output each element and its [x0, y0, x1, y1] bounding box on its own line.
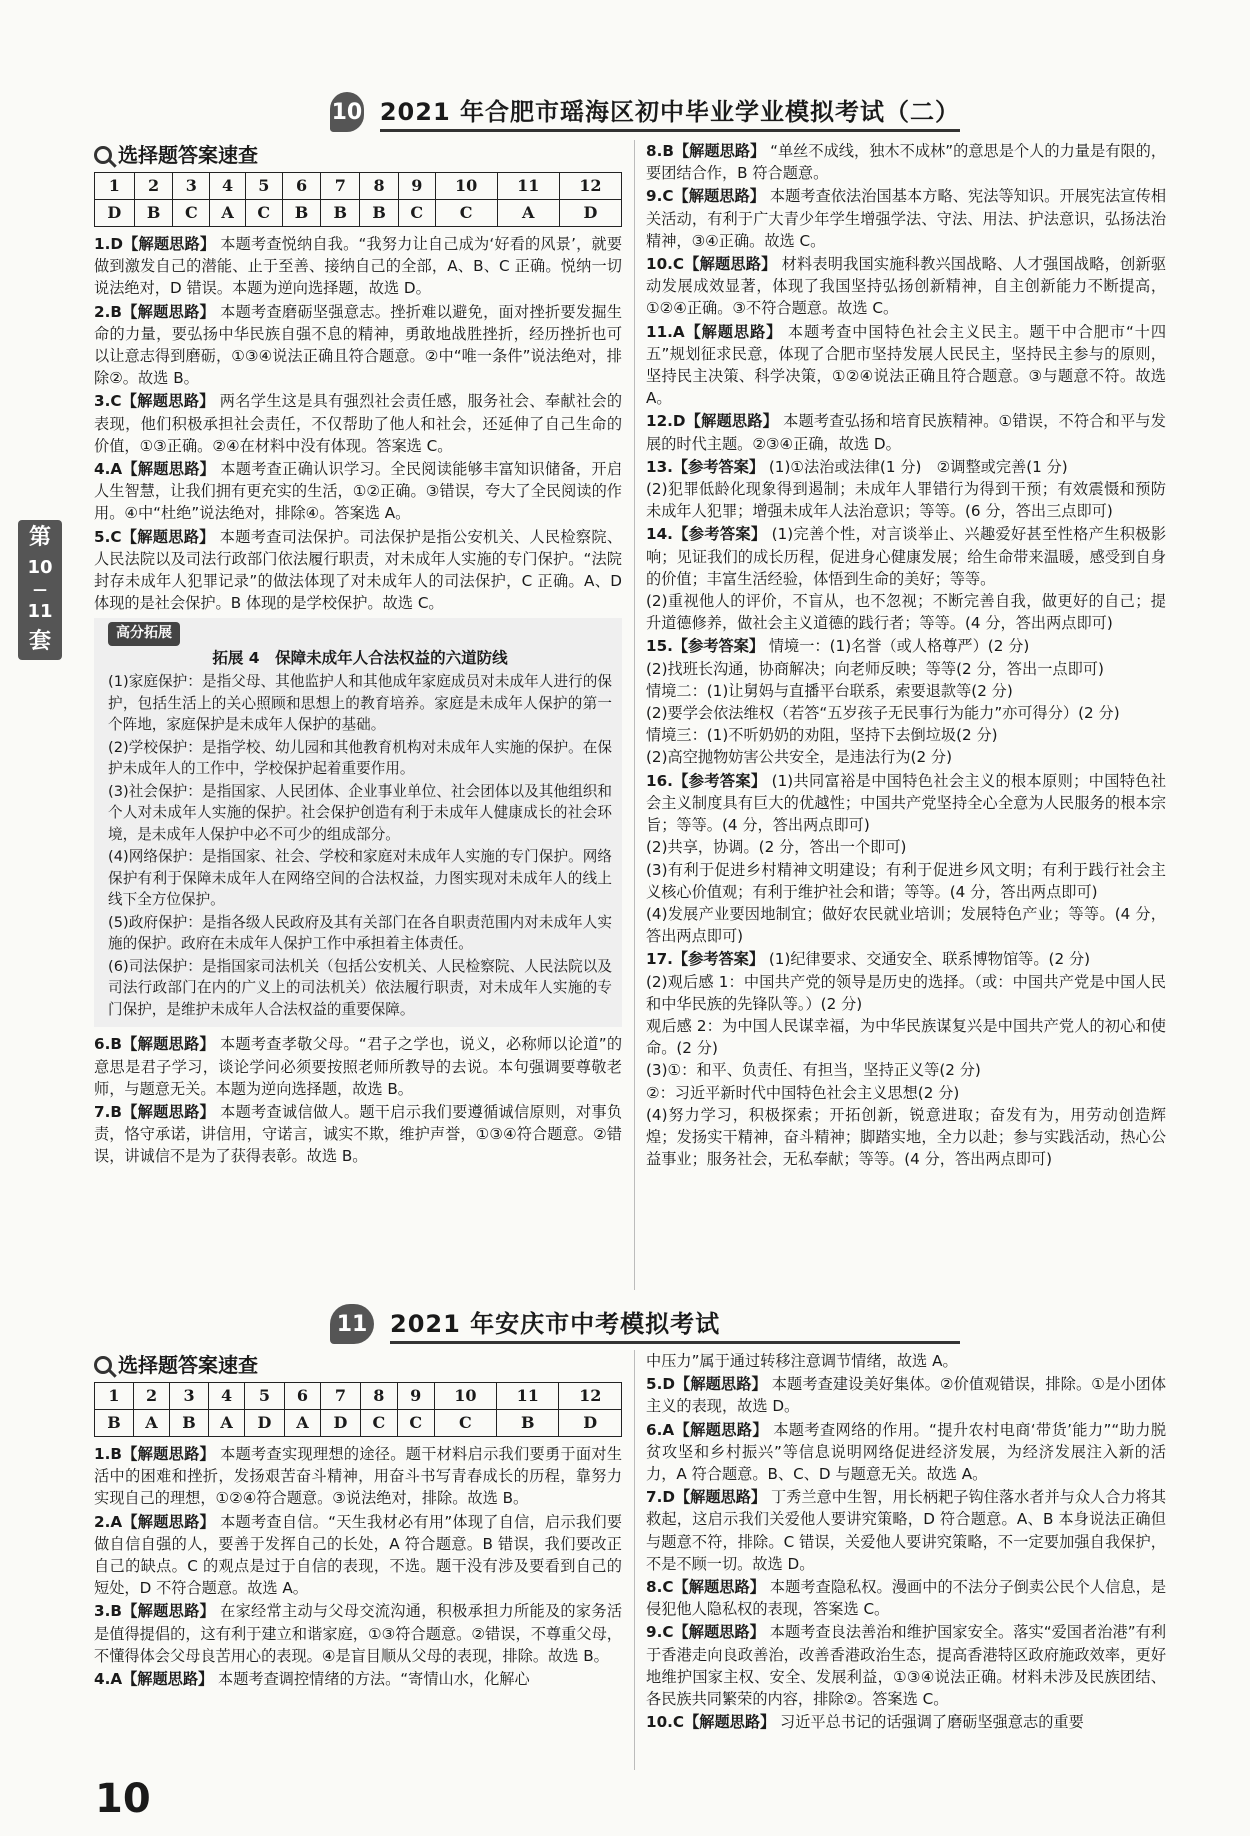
extension-box	[94, 618, 622, 1027]
answer-cell: C	[173, 200, 210, 227]
item-text: (1)完善个性，对言谈举止、兴趣爱好甚至性格产生积极影响；见证我们的成长历程，促进身心健康发展；给生命带来温暖，感受到自身的价值；丰富生活经验，体悟到生命的美好；等等。 (2)重视他人的评价，不盲从，也不忽视；不断完善自我，做更好的自己；提升道德修养，做社会主义道德的践行者；等等。(4 分，答出两点即可)	[646, 525, 1167, 633]
answer-cell: 4	[210, 173, 246, 200]
answer-item	[94, 1600, 622, 1667]
item-number: 6.B	[94, 1035, 122, 1054]
item-number: 1.B	[94, 1445, 122, 1463]
answer-item	[94, 458, 622, 525]
side-tab-char: 套	[28, 629, 51, 654]
answer-cell: 10	[435, 173, 497, 200]
extension-item: (6)司法保护：是指国家司法机关（包括公安机关、人民检察院、人民法院以及司法行政部门在内的广义上的司法机关）依法履行职责，对未成年人实施的专门保护，是维护未成年人合法权益的重要保障。	[108, 957, 612, 1018]
item-number: 17.	[646, 950, 673, 969]
column-divider	[634, 140, 635, 1290]
answer-cell: 11	[497, 1383, 559, 1410]
magnifier-icon	[94, 146, 112, 164]
item-text: 情境一：(1)名誉（或人格尊严）(2 分) (2)找班长沟通，协商解决；向老师反映；等等(2 分，答出一点即可) 情境二：(1)让舅妈与直播平台联系，索要退款等(2 分) (2)要学会依法维权（若答“五岁孩子无民事行为能力”亦可得分）(2 分) 情境三：(1)不听奶奶的劝阻，坚持下去倒垃圾(2 分) (2)高空抛物妨害公共安全，是违法行为(2 分)	[646, 637, 1120, 767]
answer-item	[94, 1033, 622, 1100]
answer-cell: A	[209, 1410, 245, 1437]
item-text: 习近平总书记的话强调了磨砺坚强意志的重要	[780, 1713, 1084, 1732]
answer-item	[94, 1668, 622, 1690]
item-number: 3.B	[94, 1602, 122, 1621]
answer-item	[646, 1621, 1166, 1710]
item-tag: 【解题思路】	[684, 1713, 776, 1732]
item-tag: 【解题思路】	[121, 302, 216, 321]
item-text: (1)纪律要求、交通安全、联系博物馆等。(2 分) (2)观后感 1：中国共产党的领导是历史的选择。（或：中国共产党是中国人民和中华民族的先锋队等。）(2 分) 观后感 2：为中国人民谋幸福，为中华民族谋复兴是中国共产党人的初心和使命。(2 分) (3)①：和平、负责任、有担当，坚持正义等(2 分) ②：习近平新时代中国特色社会主义思想(2 分) (4)努力学习，积极探索；开拓创新，锐意进取；奋发有为，用劳动创造辉煌；发扬实干精神，奋斗精神；脚踏实地，全力以赴；参与实践活动，热心公益事业；服务社会，无私奉献；等等。(4 分，答出两点即可)	[646, 950, 1166, 1169]
answer-cell: B	[134, 200, 173, 227]
answer-cell: D	[559, 200, 621, 227]
item-text: 本题考查诚信做人。题干启示我们要遵循诚信原则，对事负责，恪守承诺，讲信用，守诺言，诚实不欺，维护声誉，①③④符合题意。②错误，讲诚信不是为了获得表彰。故选 B。	[94, 1103, 623, 1166]
answer-item	[94, 1443, 622, 1510]
exam1-answer-table	[94, 172, 622, 227]
extension-item: (5)政府保护：是指各级人民政府及其有关部门在各自职责范围内对未成年人实施的保护。政府在未成年人保护工作中承担着主体责任。	[108, 913, 612, 953]
extension-title: 拓展 4 保障未成年人合法权益的六道防线	[212, 648, 508, 667]
item-text: 本题考查依法治国基本方略、宪法等知识。开展宪法宣传相关活动，有利于广大青少年学生增强学法、守法、用法、护法意识，弘扬法治精神，③④正确。故选 C。	[646, 187, 1167, 250]
answer-cell: B	[360, 200, 399, 227]
side-tab-char: 第	[28, 525, 51, 550]
side-tab-char: 11	[27, 601, 53, 622]
item-tag: 【解题思路】	[121, 1103, 216, 1122]
exam2-right-column	[646, 1350, 1166, 1734]
answer-item	[646, 948, 1166, 1170]
item-number: 7.B	[94, 1103, 122, 1122]
answer-cell: 5	[245, 173, 282, 200]
exam2-quick-label: 选择题答案速查	[118, 1352, 258, 1377]
item-tag: 【参考答案】	[672, 525, 767, 544]
item-tag: 【参考答案】	[672, 950, 765, 969]
answer-cell: B	[321, 200, 360, 227]
item-number: 6.A	[646, 1420, 675, 1439]
extension-item: (3)社会保护：是指国家、人民团体、企业事业单位、社会团体以及其他组织和个人对未成年人实施的保护。社会保护创造有利于未成年人健康成长的社会环境，是未成年人保护中必不可少的组成部分。	[108, 782, 612, 843]
answer-cell: 8	[360, 1383, 397, 1410]
item-number: 10.C	[646, 1713, 685, 1732]
answer-cell: 6	[284, 1383, 320, 1410]
answer-cell: 2	[134, 1383, 170, 1410]
item-number: 11.A	[646, 322, 685, 341]
exam1-right-column	[646, 140, 1166, 1171]
answer-cell: C	[435, 200, 497, 227]
answer-cell: C	[434, 1410, 496, 1437]
item-text: 本题考查司法保护。司法保护是指公安机关、人民检察院、人民法院以及司法行政部门依法履行职责，对未成年人实施的专门保护。“法院封存未成年人犯罪记录”的做法体现了对未成年人的司法保护，C 正确。A、D 体现的是社会保护。B 体现的是学校保护。故选 C。	[94, 527, 623, 613]
item-text: 本题考查良法善治和维护国家安全。落实“爱国者治港”有利于香港走向良政善治，改善香港政治生态，提高香港特区政府施政效率，更好地维护国家主权、安全、发展利益，①③④说法正确。材料未涉及民族团结、各民族共同繁荣的内容，排除②。答案选 C。	[646, 1623, 1167, 1709]
side-tab-char: —	[33, 582, 47, 598]
item-tag: 【解题思路】	[673, 187, 765, 206]
answer-cell: 6	[282, 173, 321, 200]
exam2-badge: 11	[330, 1304, 374, 1344]
item-tag: 【参考答案】	[672, 637, 765, 656]
answer-item	[646, 523, 1166, 634]
magnifier-icon	[94, 1356, 112, 1374]
answer-cell: D	[559, 1410, 622, 1437]
item-tag: 【解题思路】	[122, 1670, 214, 1689]
answer-cell: 7	[320, 1383, 360, 1410]
item-text: (1)共同富裕是中国特色社会主义的根本原则；中国特色社会主义制度具有巨大的优越性；中国共产党坚持全心全意为人民服务的根本宗旨；等等。(4 分，答出两点即可) (2)共享，协调。(2 分，答出一个即可) (3)有利于促进乡村精神文明建设；有利于促进乡风文明；有利于践行社会主义核心价值观；有利于维护社会和谐；等等。(4 分，答出两点即可) (4)发展产业要因地制宜；做好农民就业培训；发展特色产业；等等。(4 分，答出两点即可)	[646, 771, 1167, 946]
item-number: 1.D	[94, 235, 123, 253]
item-tag: 【解题思路】	[121, 1035, 215, 1054]
item-tag: 【解题思路】	[673, 1623, 765, 1642]
item-tag: 【解题思路】	[674, 1420, 768, 1439]
item-number: 12.D	[646, 412, 686, 431]
item-text: 本题考查中国特色社会主义民主。题干中合肥市“十四五”规划征求民意，体现了合肥市坚持发展人民民主，坚持民主参与的原则，坚持民主决策、科学决策，①②④说法正确且符合题意。③与题意不符。故选 A。	[646, 322, 1167, 408]
extension-item: (1)家庭保护：是指父母、其他监护人和其他成年家庭成员对未成年人进行的保护，包括生活上的关心照顾和思想上的教育培养。家庭是未成年人保护的第一个阵地，家庭保护是未成年人保护的基础。	[108, 673, 612, 734]
exam1-badge: 10	[330, 92, 364, 132]
item-number: 10.C	[646, 255, 685, 274]
answer-cell: C	[398, 200, 435, 227]
item-tag: 【解题思路】	[685, 412, 779, 431]
extension-item: (2)学校保护：是指学校、幼儿园和其他教育机构对未成年人实施的保护。在保护未成年人的工作中，学校保护起着重要作用。	[108, 738, 612, 778]
answer-cell: 7	[321, 173, 360, 200]
item-tag: 【参考答案】	[672, 771, 767, 790]
answer-item	[94, 301, 622, 390]
answer-cell: C	[360, 1410, 397, 1437]
answer-item	[646, 140, 1166, 184]
item-number: 8.C	[646, 1578, 674, 1597]
exam2-left-column	[94, 1350, 622, 1691]
item-number: 4.A	[94, 460, 123, 479]
item-text: 本题考查弘扬和培育民族精神。①错误，不符合和平与发展的时代主题。②③④正确，故选 D。	[646, 412, 1166, 453]
answer-item	[646, 1419, 1166, 1486]
item-tag: 【解题思路】	[121, 1602, 216, 1621]
answer-cell: C	[245, 200, 282, 227]
answer-cell: 10	[434, 1383, 496, 1410]
item-tag: 【解题思路】	[684, 322, 783, 341]
answer-cell: 8	[360, 173, 399, 200]
answer-item	[646, 456, 1166, 523]
answer-cell: B	[170, 1410, 209, 1437]
answer-item	[94, 1511, 622, 1600]
answer-cell: A	[210, 200, 246, 227]
item-number: 9.C	[646, 1623, 674, 1642]
item-text: 本题考查磨砺坚强意志。挫折难以避免，面对挫折要发掘生命的力量，要弘扬中华民族自强不息的精神，勇敢地战胜挫折，经历挫折也可以让意志得到磨砺，①③④说法正确且符合题意。②中“唯一条件”说法绝对，排除②。故选 B。	[94, 302, 623, 388]
answer-cell: 5	[245, 1383, 285, 1410]
answer-cell: B	[497, 1410, 559, 1437]
item-tag: 【解题思路】	[674, 1488, 767, 1507]
answer-cell: 9	[398, 173, 435, 200]
item-text: 本题考查建设美好集体。②价值观错误，排除。①是小团体主义的表现，故选 D。	[646, 1375, 1167, 1416]
exam1-quick-head	[94, 140, 622, 170]
answer-item	[646, 253, 1166, 320]
answer-item	[646, 1486, 1166, 1575]
item-text: 本题考查实现理想的途径。题干材料启示我们要勇于面对生活中的困难和挫折，发扬艰苦奋斗精神，用奋斗书写青春成长的历程，靠努力实现自己的理想，①②④符合题意。③说法绝对，排除。故选 B。	[94, 1445, 623, 1508]
item-text: 材料表明我国实施科教兴国战略、人才强国战略，创新驱动发展成效显著，体现了我国坚持弘扬创新精神，自主创新能力不断提高，①②④正确。③不符合题意。故选 C。	[646, 255, 1167, 318]
exam1-left-column	[94, 140, 622, 1169]
answer-item	[646, 1576, 1166, 1620]
item-number: 5.C	[94, 527, 122, 546]
exam2-title: 2021 年安庆市中考模拟考试	[390, 1304, 960, 1344]
item-tag: 【解题思路】	[122, 1512, 215, 1531]
answer-item	[646, 185, 1166, 252]
answer-cell: A	[134, 1410, 170, 1437]
answer-item	[646, 635, 1166, 768]
exam1-quick-label: 选择题答案速查	[118, 142, 258, 167]
item-text: 本题考查隐私权。漫画中的不法分子倒卖公民个人信息，是侵犯他人隐私权的表现，答案选 C。	[646, 1578, 1167, 1619]
item-text: “单丝不成线，独木不成林”的意思是个人的力量是有限的，要团结合作，B 符合题意。	[646, 142, 1167, 183]
item-number: 15.	[646, 637, 673, 656]
column-divider	[634, 1350, 635, 1770]
extension-label: 高分拓展	[108, 622, 180, 646]
item-text: 本题考查正确认识学习。全民阅读能够丰富知识储备，开启人生智慧，让我们拥有更充实的生活，①②正确。③错误，夸大了全民阅读的作用。④中“杜绝”说法绝对，排除④。答案选 A。	[94, 460, 623, 523]
item-number: 13.	[646, 457, 673, 476]
item-tag: 【解题思路】	[122, 235, 216, 253]
exam2-title-bar	[330, 1304, 960, 1344]
answer-item	[646, 1373, 1166, 1417]
answer-item	[94, 233, 622, 300]
answer-item	[646, 321, 1166, 410]
side-tab	[18, 520, 62, 660]
item-tag: 【解题思路】	[122, 460, 216, 479]
item-text: 在家经常主动与父母交流沟通，积极承担力所能及的家务活是值得提倡的，这有利于建立和谐家庭，①③符合题意。②错误，不尊重父母，不懂得体会父母良苦用心的表现。④是盲目顺从父母的表现，排除。故选 B。	[94, 1602, 623, 1665]
answer-item	[646, 770, 1166, 948]
item-number: 9.C	[646, 187, 674, 206]
item-tag: 【解题思路】	[684, 255, 777, 274]
item-tag: 【解题思路】	[674, 1375, 767, 1394]
item-tag: 【解题思路】	[121, 392, 215, 411]
item-text: 本题考查孝敬父母。“君子之学也，说义，必称师以论道”的意思是君子学习，谈论学问必须要按照老师所教导的去说。本句强调要尊敬老师，与题意无关。本题为逆向选择题，故选 B。	[94, 1035, 623, 1098]
item-number: 5.D	[646, 1375, 675, 1394]
answer-cell: 1	[95, 173, 135, 200]
item-tag: 【解题思路】	[121, 527, 215, 546]
answer-item	[646, 1711, 1166, 1733]
item-text: 本题考查调控情绪的方法。“寄情山水，化解心	[218, 1670, 530, 1689]
page-number: 10	[95, 1776, 151, 1822]
item-tag: 【参考答案】	[672, 457, 765, 476]
item-text: 本题考查自信。“天生我材必有用”体现了自信，启示我们要做自信自强的人，要善于发挥自己的长处，A 符合题意。B 错误，我们要改正自己的缺点。C 的观点是过于自信的表现，不选。题干没有涉及要看到自己的短处，D 不符合题意。故选 A。	[94, 1512, 622, 1598]
item-number: 7.D	[646, 1488, 675, 1507]
item-number: 3.C	[94, 392, 122, 411]
item-tag: 【解题思路】	[673, 142, 766, 160]
answer-cell: 3	[170, 1383, 209, 1410]
answer-cell: A	[284, 1410, 320, 1437]
answer-cell: D	[95, 200, 135, 227]
side-tab-char: 10	[27, 557, 53, 578]
answer-cell: 2	[134, 173, 173, 200]
answer-item	[94, 1101, 622, 1168]
exam1-title-bar	[330, 92, 960, 132]
exam2-answer-table	[94, 1382, 622, 1437]
item-number: 14.	[646, 525, 673, 544]
answer-cell: 4	[209, 1383, 245, 1410]
item-tag: 【解题思路】	[121, 1445, 216, 1463]
item-number: 4.A	[94, 1670, 123, 1689]
item-text: (1)①法治或法律(1 分) ②调整或完善(1 分) (2)犯罪低龄化现象得到遏制；未成年人罪错行为得到干预；有效震慑和预防未成年人犯罪；增强未成年人法治意识；等等。(6 分，答出三点即可)	[646, 457, 1166, 521]
item-tag: 【解题思路】	[673, 1578, 765, 1597]
answer-cell: 12	[559, 1383, 622, 1410]
item-number: 8.B	[646, 142, 674, 160]
answer-cell: 11	[497, 173, 559, 200]
answer-cell: B	[95, 1410, 134, 1437]
answer-cell: 9	[397, 1383, 434, 1410]
item-text: 两名学生这是具有强烈社会责任感，服务社会、奉献社会的表现，他们积极承担社会责任，不仅帮助了他人和社会，还延伸了自己生命的价值，①③正确。②④在材料中没有体现。答案选 C。	[94, 392, 623, 455]
item-number: 2.A	[94, 1512, 123, 1531]
answer-item	[646, 410, 1166, 454]
answer-cell: B	[282, 200, 321, 227]
item-text: 本题考查悦纳自我。“我努力让自己成为‘好看的风景’，就要做到激发自己的潜能、止于至善、接纳自己的全部，A、B、C 正确。悦纳一切说法绝对，D 错误。本题为逆向选择题，故选 D。	[94, 235, 623, 298]
exam2-quick-head	[94, 1350, 622, 1380]
answer-cell: 1	[95, 1383, 134, 1410]
answer-cell: 12	[559, 173, 621, 200]
answer-item	[94, 526, 622, 615]
answer-cell: D	[245, 1410, 285, 1437]
answer-cell: C	[397, 1410, 434, 1437]
item-text: 丁秀兰意中生智，用长柄耙子钩住落水者并与众人合力将其救起，这启示我们关爱他人要讲究策略，D 符合题意。A、B 本身说法正确但与题意不符，排除。C 错误，关爱他人要讲究策略，不一定要加强自我保护，不是不顾一切。故选 D。	[646, 1488, 1167, 1573]
answer-cell: D	[320, 1410, 360, 1437]
item-text: 本题考查网络的作用。“提升农村电商‘带货’能力”“助力脱贫攻坚和乡村振兴”等信息说明网络促进经济发展，为经济发展注入新的活力，A 符合题意。B、C、D 与题意无关。故选 A。	[646, 1420, 1167, 1484]
item-text: 中压力”属于通过转移注意调节情绪，故选 A。	[646, 1352, 958, 1370]
answer-item	[94, 390, 622, 457]
extension-item: (4)网络保护：是指国家、社会、学校和家庭对未成年人实施的专门保护。网络保护有利于保障未成年人在网络空间的合法权益，力图实现对未成年人的线上线下全方位保护。	[108, 848, 612, 909]
answer-item	[646, 1350, 1166, 1372]
item-number: 16.	[646, 771, 673, 790]
exam1-title: 2021 年合肥市瑶海区初中毕业学业模拟考试（二）	[380, 92, 960, 132]
answer-cell: A	[497, 200, 559, 227]
answer-cell: 3	[173, 173, 210, 200]
item-number: 2.B	[94, 302, 122, 321]
